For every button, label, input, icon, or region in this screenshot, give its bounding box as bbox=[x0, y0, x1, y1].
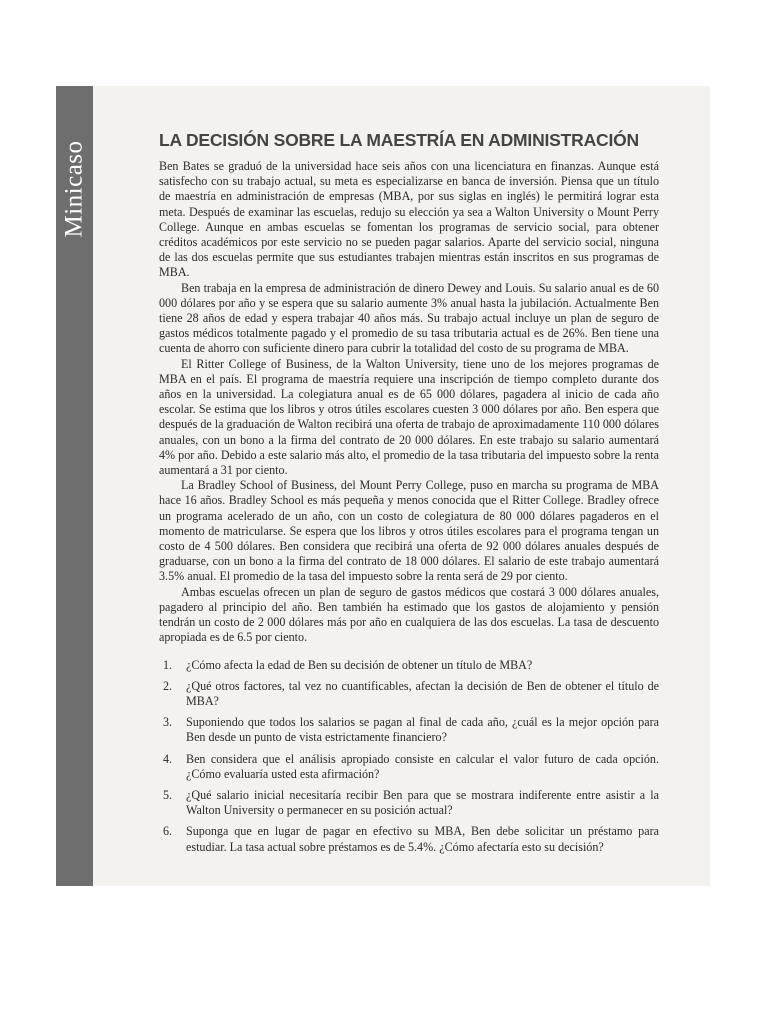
question-number: 4. bbox=[163, 751, 173, 766]
question-item bbox=[159, 658, 659, 673]
question-text: ¿Qué salario inicial necesitaría recibir Ben para que se mostrara indiferente entre asistir a la Walton University o permanecer en su posición actual? bbox=[186, 787, 659, 818]
question-number: 5. bbox=[163, 787, 173, 802]
case-paragraph: Ben Bates se graduó de la universidad hace seis años con una licenciatura en finanzas. Aunque está satisfecho con su trabajo actual, su meta es especializarse en banca de inversión. Piensa que un título de maestría en administración de empresas (MBA, por sus siglas en inglés) le permitirá lograr esta meta. Después de examinar las escuelas, redujo su elección ya sea a Walton University o Mount Perry College. Aunque en ambas escuelas se fomentan los programas de servicio social, para obtener créditos académicos por este servicio no se pueden pagar salarios. Aparte del servicio social, ninguna de las dos escuelas permite que sus estudiantes trabajen mientras están inscritos en sus programas de MBA. bbox=[159, 159, 659, 280]
case-paragraph: La Bradley School of Business, del Mount Perry College, puso en marcha su programa de MBA hace 16 años. Bradley School es más pequeña y menos conocida que el Ritter College. Bradley ofrece un programa acelerado de un año, con un costo de colegiatura de 80 000 dólares pagaderos en el momento de matricularse. Se espera que los libros y otros útiles escolares para el programa tengan un costo de 4 500 dólares. Ben considera que recibirá una oferta de 92 000 dólares anuales después de graduarse, con un bono a la firma del contrato de 18 000 dólares. El salario de este trabajo aumentará 3.5% anual. El promedio de la tasa del impuesto sobre la renta será de 29 por ciento. bbox=[159, 478, 659, 584]
question-item bbox=[159, 715, 659, 745]
question-number: 6. bbox=[163, 824, 173, 839]
question-text: ¿Qué otros factores, tal vez no cuantificables, afectan la decisión de Ben de obtener el título de MBA? bbox=[186, 678, 659, 708]
question-list bbox=[159, 658, 659, 855]
question-number: 3. bbox=[163, 715, 173, 730]
case-paragraph: Ambas escuelas ofrecen un plan de seguro de gastos médicos que costará 3 000 dólares anuales, pagadero al principio del año. Ben también ha estimado que los gastos de alojamiento y pensión tendrán un costo de 2 000 dólares más por año en cualquiera de las dos escuelas. La tasa de descuento apropiada es de 6.5 por ciento. bbox=[159, 584, 659, 645]
question-text: ¿Cómo afecta la edad de Ben su decisión de obtener un título de MBA? bbox=[186, 657, 533, 672]
question-item bbox=[159, 679, 659, 709]
question-item bbox=[159, 824, 659, 854]
question-number: 2. bbox=[163, 678, 173, 693]
case-title: LA DECISIÓN SOBRE LA MAESTRÍA EN ADMINISTRACIÓN bbox=[159, 130, 639, 150]
sidebar-label-wrap bbox=[57, 134, 93, 244]
question-number: 1. bbox=[163, 657, 173, 672]
case-paragraph: El Ritter College of Business, de la Walton University, tiene uno de los mejores programas de MBA en el país. El programa de maestría requiere una inscripción de tiempo completo durante dos años en la universidad. La colegiatura anual es de 65 000 dólares, pagadera al inicio de cada año escolar. Se estima que los libros y otros útiles escolares cuesten 3 000 dólares por año. Ben espera que después de la graduación de Walton recibirá una oferta de trabajo de aproximadamente 110 000 dólares anuales, con un bono a la firma del contrato de 20 000 dólares. En este trabajo su salario aumentará 4% por año. Debido a este salario más alto, el promedio de la tasa tributaria del impuesto sobre la renta aumentará a 31 por ciento. bbox=[159, 356, 659, 478]
sidebar-label: Minicaso bbox=[61, 140, 89, 238]
section-sidebar bbox=[56, 86, 93, 886]
scanned-page bbox=[56, 86, 710, 886]
question-text: Suponiendo que todos los salarios se pagan al final de cada año, ¿cuál es la mejor opción para Ben desde un punto de vista estrictamente financiero? bbox=[186, 715, 659, 745]
question-item bbox=[159, 752, 659, 782]
case-content bbox=[159, 129, 659, 861]
case-paragraph: Ben trabaja en la empresa de administración de dinero Dewey and Louis. Su salario anual es de 60 000 dólares por año y se espera que su salario aumente 3% anual hasta la jubilación. Actualmente Ben tiene 28 años de edad y espera trabajar 40 años más. Su trabajo actual incluye un plan de seguro de gastos médicos totalmente pagado y el promedio de su tasa tributaria actual es de 26%. Ben tiene una cuenta de ahorro con suficiente dinero para cubrir la totalidad del costo de su programa de MBA. bbox=[159, 280, 659, 356]
question-item bbox=[159, 788, 659, 818]
question-text: Suponga que en lugar de pagar en efectivo su MBA, Ben debe solicitar un préstamo para estudiar. La tasa actual sobre préstamos es de 5.4%. ¿Cómo afectaría esto su decisión? bbox=[186, 824, 659, 854]
question-text: Ben considera que el análisis apropiado consiste en calcular el valor futuro de cada opción. ¿Cómo evaluaría usted esta afirmación? bbox=[186, 751, 659, 781]
